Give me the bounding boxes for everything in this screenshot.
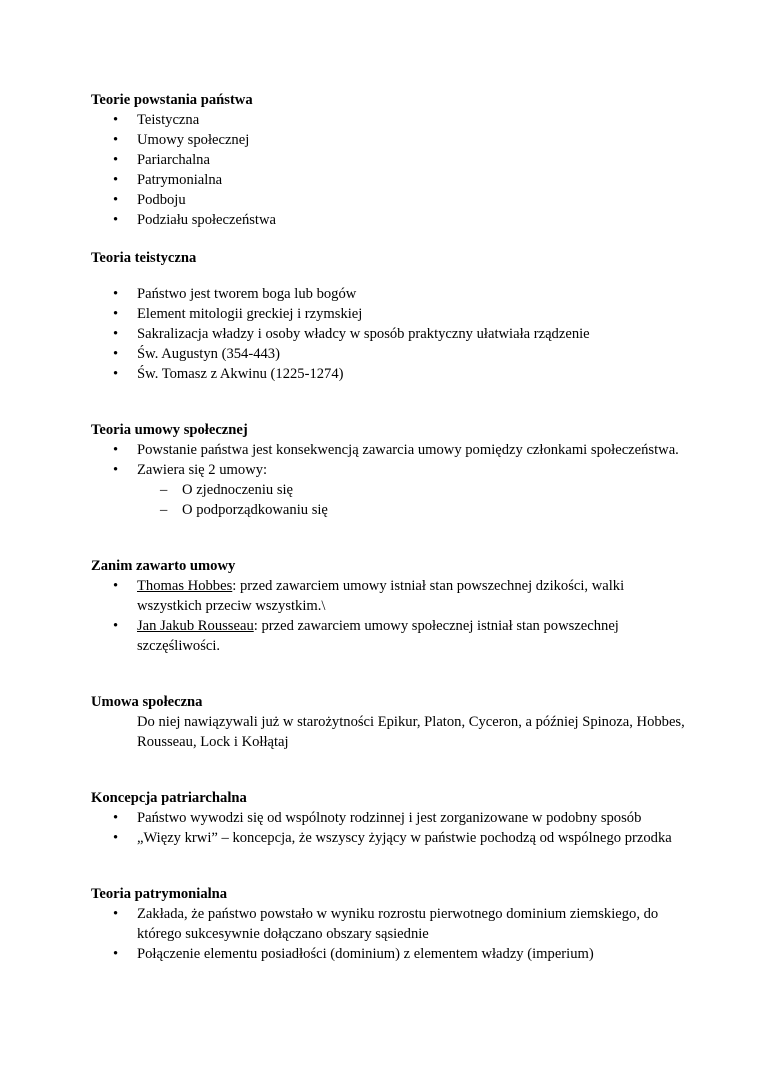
- rousseau-text: : przed zawarciem umowy społecznej istniał stan powszechnej szczęśliwości.: [137, 618, 619, 654]
- list-item: • Św. Augustyn (354-443): [91, 344, 691, 364]
- list-item: • Zakłada, że państwo powstało w wyniku rozrostu pierwotnego dominium ziemskiego, do którego sukcesywnie dołączano obszary sąsiednie: [91, 904, 691, 944]
- heading-koncepcja-patriarchalna: Koncepcja patriarchalna: [91, 790, 247, 806]
- list-item: • Teistyczna: [91, 110, 691, 130]
- heading-teoria-patrymonialna: Teoria patrymonialna: [91, 886, 228, 902]
- sub-list-item: – O podporządkowaniu się: [91, 500, 691, 520]
- list-item: • Powstanie państwa jest konsekwencją zawarcia umowy pomiędzy członkami społeczeństwa.: [91, 440, 691, 460]
- list-item: • Podziału społeczeństwa: [91, 210, 691, 230]
- heading-umowa-spoleczna: Umowa społeczna: [91, 694, 203, 710]
- list-item: • Państwo jest tworem boga lub bogów: [91, 284, 691, 304]
- list-zanim-zawarto: [91, 576, 691, 656]
- list-item: • Umowy społecznej: [91, 130, 691, 150]
- document-page: [91, 90, 691, 964]
- sub-list-item: – O zjednoczeniu się: [91, 480, 691, 500]
- hobbes-text: : przed zawarciem umowy istniał stan powszechnej dzikości, walki wszystkich przeciw wszystkim.\: [137, 578, 625, 614]
- list-item: • Element mitologii greckiej i rzymskiej: [91, 304, 691, 324]
- heading-zanim-zawarto: Zanim zawarto umowy: [91, 558, 236, 574]
- rousseau-link[interactable]: Jan Jakub Rousseau: [137, 618, 254, 634]
- list-teoria-teistyczna: [91, 284, 691, 384]
- list-teoria-umowy: [91, 440, 691, 480]
- heading-teoria-umowy: Teoria umowy społecznej: [91, 422, 248, 438]
- list-item-rousseau: [91, 616, 691, 656]
- list-item: • Św. Tomasz z Akwinu (1225-1274): [91, 364, 691, 384]
- list-teoria-patrymonialna: [91, 904, 691, 964]
- hobbes-link[interactable]: Thomas Hobbes: [137, 578, 233, 594]
- list-item: • Zawiera się 2 umowy:: [91, 460, 691, 480]
- list-koncepcja-patriarchalna: [91, 808, 691, 848]
- list-item: • Połączenie elementu posiadłości (dominium) z elementem władzy (imperium): [91, 944, 691, 964]
- list-item: • Pariarchalna: [91, 150, 691, 170]
- heading-teorie-powstania: Teorie powstania państwa: [91, 92, 253, 108]
- sublist-umowy: [91, 480, 691, 520]
- heading-teoria-teistyczna: Teoria teistyczna: [91, 250, 197, 266]
- list-item: • Podboju: [91, 190, 691, 210]
- list-item: • Sakralizacja władzy i osoby władcy w sposób praktyczny ułatwiała rządzenie: [91, 324, 691, 344]
- list-teorie-powstania: [91, 110, 691, 230]
- list-item: • „Więzy krwi” – koncepcja, że wszyscy żyjący w państwie pochodzą od wspólnego przodka: [91, 828, 691, 848]
- paragraph-umowa-spoleczna: Do niej nawiązywali już w starożytności Epikur, Platon, Cyceron, a później Spinoza, Hobbes, Rousseau, Lock i Kołłątaj: [137, 714, 685, 750]
- list-item: • Państwo wywodzi się od wspólnoty rodzinnej i jest zorganizowane w podobny sposób: [91, 808, 691, 828]
- list-item-hobbes: [91, 576, 691, 616]
- list-item: • Patrymonialna: [91, 170, 691, 190]
